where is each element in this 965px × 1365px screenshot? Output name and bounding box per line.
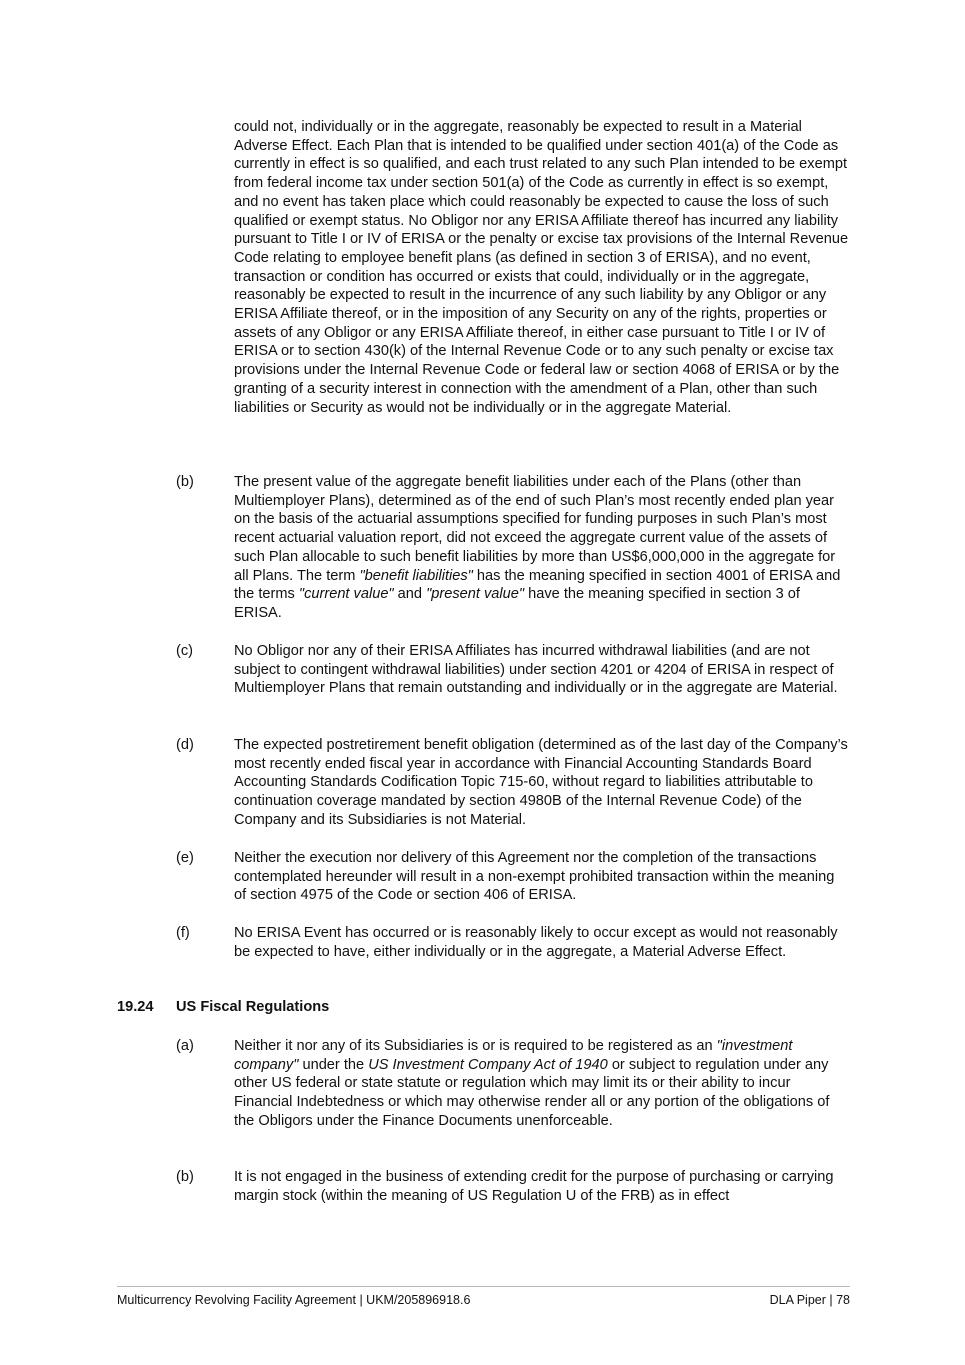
- clause-e-label: (e): [176, 850, 194, 866]
- footer-document-reference: Multicurrency Revolving Facility Agreement | UKM/205896918.6: [117, 1293, 471, 1307]
- clause-b-text: [234, 473, 850, 623]
- clause-b-text-2: has the meaning specified in section 4001 of ERISA and the terms: [234, 567, 841, 603]
- clause-b-label: (b): [176, 474, 194, 490]
- term-investment-company-act: US Investment Company Act of 1940: [368, 1056, 608, 1073]
- clause-e-text: Neither the execution nor delivery of this Agreement nor the completion of the transactions contemplated hereunder will result in a non-exempt prohibited transaction within the meaning of section 4975 of the Code or section 406 of ERISA.: [234, 850, 835, 904]
- continuation-paragraph: could not, individually or in the aggregate, reasonably be expected to result in a Material Adverse Effect. Each Plan that is intended to be qualified under section 401(a) of the Code as currently in effect is so qualified, and each trust related to any such Plan intended to be exempt from federal income tax under section 501(a) of the Code as currently in effect is so exempt, and no event has taken place which could reasonably be expected to cause the loss of such qualified or exempt status. No Obligor nor any ERISA Affiliate thereof has incurred any liability pursuant to Title I or IV of ERISA or the penalty or excise tax provisions of the Internal Revenue Code relating to employee benefit plans (as defined in section 3 of ERISA), and no event, transaction or condition has occurred or exists that could, individually or in the aggregate, reasonably be expected to result in the incurrence of any such liability by any Obligor or any ERISA Affiliate thereof, or in the imposition of any Security on any of the rights, properties or assets of any Obligor or any ERISA Affiliate thereof, in either case pursuant to Title I or IV of ERISA or to section 430(k) of the Internal Revenue Code or to any such penalty or excise tax provisions under the Internal Revenue Code or federal law or section 4068 of ERISA or by the granting of a security interest in connection with the amendment of a Plan, other than such liabilities or Security as would not be individually or in the aggregate Material.: [234, 119, 849, 416]
- section-b-text: It is not engaged in the business of extending credit for the purpose of purchasing or carrying margin stock (within the meaning of US Regulation U of the FRB) as in effect: [234, 1169, 834, 1204]
- clause-f-text: No ERISA Event has occurred or is reasonably likely to occur except as would not reasonably be expected to have, either individually or in the aggregate, a Material Adverse Effect.: [234, 925, 838, 960]
- section-a-text: [234, 1037, 850, 1131]
- footer-divider: [117, 1286, 850, 1287]
- term-investment-company: "investment company": [234, 1038, 793, 1073]
- footer-page-number: DLA Piper | 78: [769, 1293, 850, 1307]
- clause-c-label: (c): [176, 643, 194, 659]
- clause-d-text: The expected postretirement benefit obligation (determined as of the last day of the Company’s most recently ended fiscal year in accordance with Financial Accounting Standards Board Accounting Standards Codification Topic 715-60, without regard to liabilities attributable to continuation coverage mandated by section 4980B of the Internal Revenue Code) of the Company and its Subsidiaries is not Material.: [234, 737, 848, 828]
- section-number: 19.24: [117, 999, 154, 1015]
- section-a-text-3: or subject to regulation under any other US federal or state statute or regulation which may limit its or their ability to incur Financial Indebtedness or which may otherwise render all or any portion of the obligations of the Obligors under the Finance Documents unenforceable.: [234, 1056, 830, 1129]
- clause-f-label: (f): [176, 925, 190, 941]
- clause-d-label: (d): [176, 737, 194, 753]
- section-a-label: (a): [176, 1038, 194, 1054]
- clause-b-text-3: and: [393, 586, 427, 603]
- clause-b-text-4: have the meaning specified in section 3 of ERISA.: [234, 586, 800, 621]
- term-benefit-liabilities: "benefit liabilities": [359, 567, 473, 584]
- section-a-text-2: under the: [298, 1056, 369, 1073]
- term-current-value: "current value": [298, 586, 394, 603]
- section-b-label: (b): [176, 1169, 194, 1185]
- section-a-text-1: Neither it nor any of its Subsidiaries is or is required to be registered as an: [234, 1038, 717, 1054]
- clause-c-text: No Obligor nor any of their ERISA Affiliates has incurred withdrawal liabilities (and are not subject to contingent withdrawal liabilities) under section 4201 or 4204 of ERISA in respect of Multiemployer Plans that remain outstanding and individually or in the aggregate are Material.: [234, 643, 838, 697]
- section-title: US Fiscal Regulations: [176, 999, 330, 1015]
- clause-b-text-1: The present value of the aggregate benefit liabilities under each of the Plans (other than Multiemployer Plans), determined as of the end of such Plan’s most recently ended plan year on the basis of the actuarial assumptions specified for funding purposes in such Plan’s most recent actuarial valuation report, did not exceed the aggregate current value of the assets of such Plan allocable to such benefit liabilities by more than US$6,000,000 in the aggregate for all Plans. The term: [234, 474, 836, 584]
- term-present-value: "present value": [426, 586, 525, 603]
